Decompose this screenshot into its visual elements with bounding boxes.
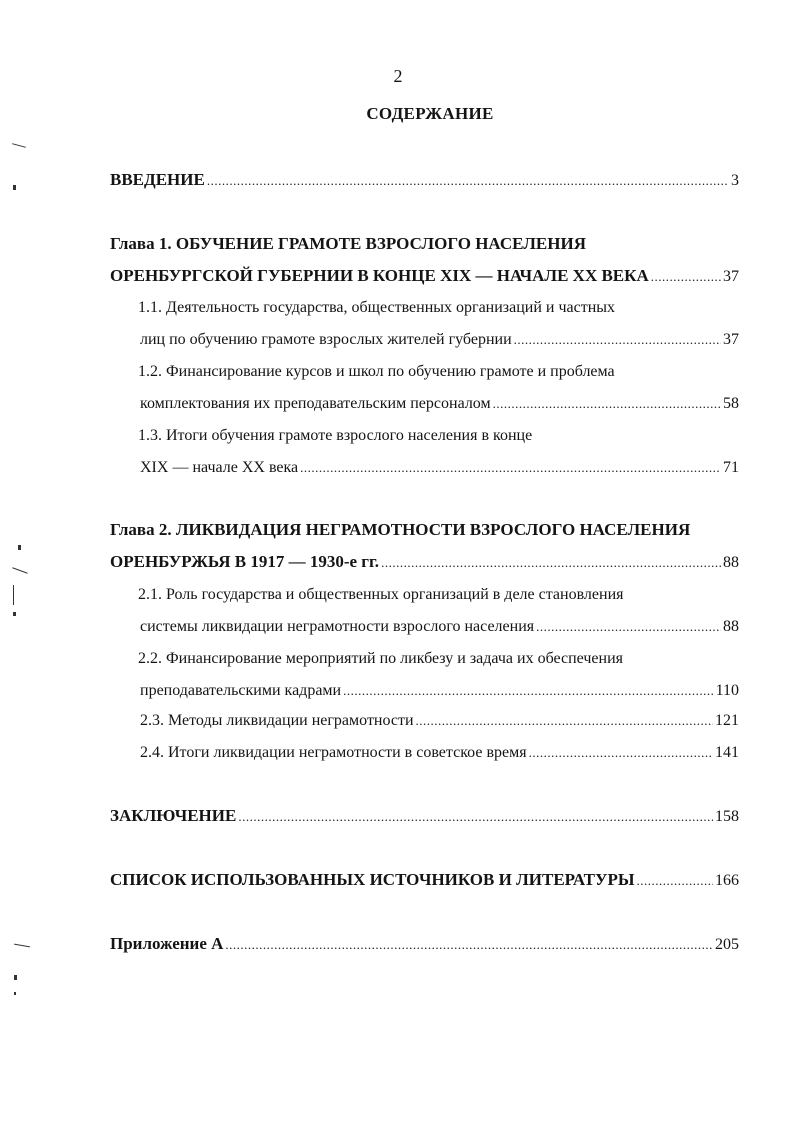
toc-entry-label: ОРЕНБУРГСКОЙ ГУБЕРНИИ В КОНЦЕ XIX — НАЧАЛЕ XX ВЕКА: [110, 266, 649, 285]
toc-entry-section-1-2: [140, 394, 739, 414]
toc-entry-label: преподавательскими кадрами: [140, 682, 342, 699]
toc-entry-section-2-1: [140, 617, 739, 637]
scan-speck: [14, 944, 30, 948]
dot-leader: [493, 394, 721, 414]
toc-entry-label: XIX — начале XX века: [140, 459, 299, 476]
toc-entry-section-1-1: [140, 330, 739, 350]
dot-leader: [536, 617, 721, 637]
dot-leader: [381, 553, 721, 573]
section-1-2-line1: 1.2. Финансирование курсов и школ по обучению грамоте и проблема: [138, 363, 615, 380]
toc-entry-section-2-4: [140, 743, 739, 763]
scan-speck: [13, 612, 16, 616]
toc-entry-label: комплектования их преподавательским персоналом: [140, 395, 491, 412]
dot-leader: [343, 681, 713, 701]
scan-speck: [12, 143, 26, 148]
dot-leader: [637, 871, 713, 891]
toc-page-number: 158: [715, 808, 739, 825]
toc-page-number: 166: [715, 872, 739, 889]
dot-leader: [651, 267, 721, 287]
dot-leader: [207, 171, 729, 191]
toc-entry-label: ОРЕНБУРЖЬЯ В 1917 — 1930-е гг.: [110, 552, 380, 571]
toc-entry-section-2-2: [140, 681, 739, 701]
dot-leader: [529, 743, 713, 763]
page-number: 2: [393, 66, 403, 86]
dot-leader: [416, 711, 713, 731]
toc-page-number: 71: [723, 459, 739, 476]
toc-page-number: 141: [715, 744, 739, 761]
toc-entry-label: 2.4. Итоги ликвидации неграмотности в советское время: [140, 744, 527, 761]
toc-entry-appendix: [110, 934, 739, 955]
toc-page-number: 58: [723, 395, 739, 412]
toc-entry-sources: [110, 870, 739, 891]
section-1-1-line1: 1.1. Деятельность государства, общественных организаций и частных: [138, 299, 616, 316]
scan-speck: [12, 567, 27, 573]
toc-entry-chapter1: [110, 266, 739, 287]
scan-speck: [14, 992, 16, 995]
toc-entry-conclusion: [110, 806, 739, 827]
toc-page-number: 205: [715, 936, 739, 953]
chapter2-title-line1: Глава 2. ЛИКВИДАЦИЯ НЕГРАМОТНОСТИ ВЗРОСЛОГО НАСЕЛЕНИЯ: [110, 520, 691, 539]
toc-entry-intro: [110, 170, 739, 191]
toc-entry-label: лиц по обучению грамоте взрослых жителей губернии: [140, 331, 512, 348]
toc-entry-label: ВВЕДЕНИЕ: [110, 170, 205, 189]
chapter1-title-line1: Глава 1. ОБУЧЕНИЕ ГРАМОТЕ ВЗРОСЛОГО НАСЕЛЕНИЯ: [110, 234, 586, 253]
toc-entry-label: СПИСОК ИСПОЛЬЗОВАННЫХ ИСТОЧНИКОВ И ЛИТЕРАТУРЫ: [110, 870, 635, 889]
toc-entry-label: Приложение А: [110, 934, 224, 953]
toc-entry-section-2-3: [140, 711, 739, 731]
scan-speck: [14, 975, 17, 980]
section-2-2-line1: 2.2. Финансирование мероприятий по ликбезу и задача их обеспечения: [138, 650, 624, 667]
toc-entry-section-1-3: [140, 458, 739, 478]
toc-page-number: 88: [723, 618, 739, 635]
dot-leader: [300, 458, 721, 478]
dot-leader: [514, 330, 721, 350]
toc-entry-label: 2.3. Методы ликвидации неграмотности: [140, 712, 414, 729]
toc-page-number: 110: [715, 682, 739, 699]
dot-leader: [238, 807, 713, 827]
scan-speck: [13, 585, 14, 605]
section-1-3-line1: 1.3. Итоги обучения грамоте взрослого населения в конце: [138, 427, 533, 444]
toc-entry-label: ЗАКЛЮЧЕНИЕ: [110, 806, 237, 825]
toc-entry-label: системы ликвидации неграмотности взрослого населения: [140, 618, 535, 635]
scan-speck: [18, 545, 21, 550]
dot-leader: [225, 935, 713, 955]
page-title: СОДЕРЖАНИЕ: [366, 104, 494, 123]
toc-page-number: 88: [723, 554, 739, 571]
toc-entry-chapter2: [110, 552, 739, 573]
toc-page-number: 37: [723, 268, 739, 285]
toc-page-number: 3: [731, 172, 739, 189]
toc-page-number: 121: [715, 712, 739, 729]
section-2-1-line1: 2.1. Роль государства и общественных организаций в деле становления: [138, 586, 624, 603]
toc-page-number: 37: [723, 331, 739, 348]
scan-speck: [13, 185, 16, 190]
